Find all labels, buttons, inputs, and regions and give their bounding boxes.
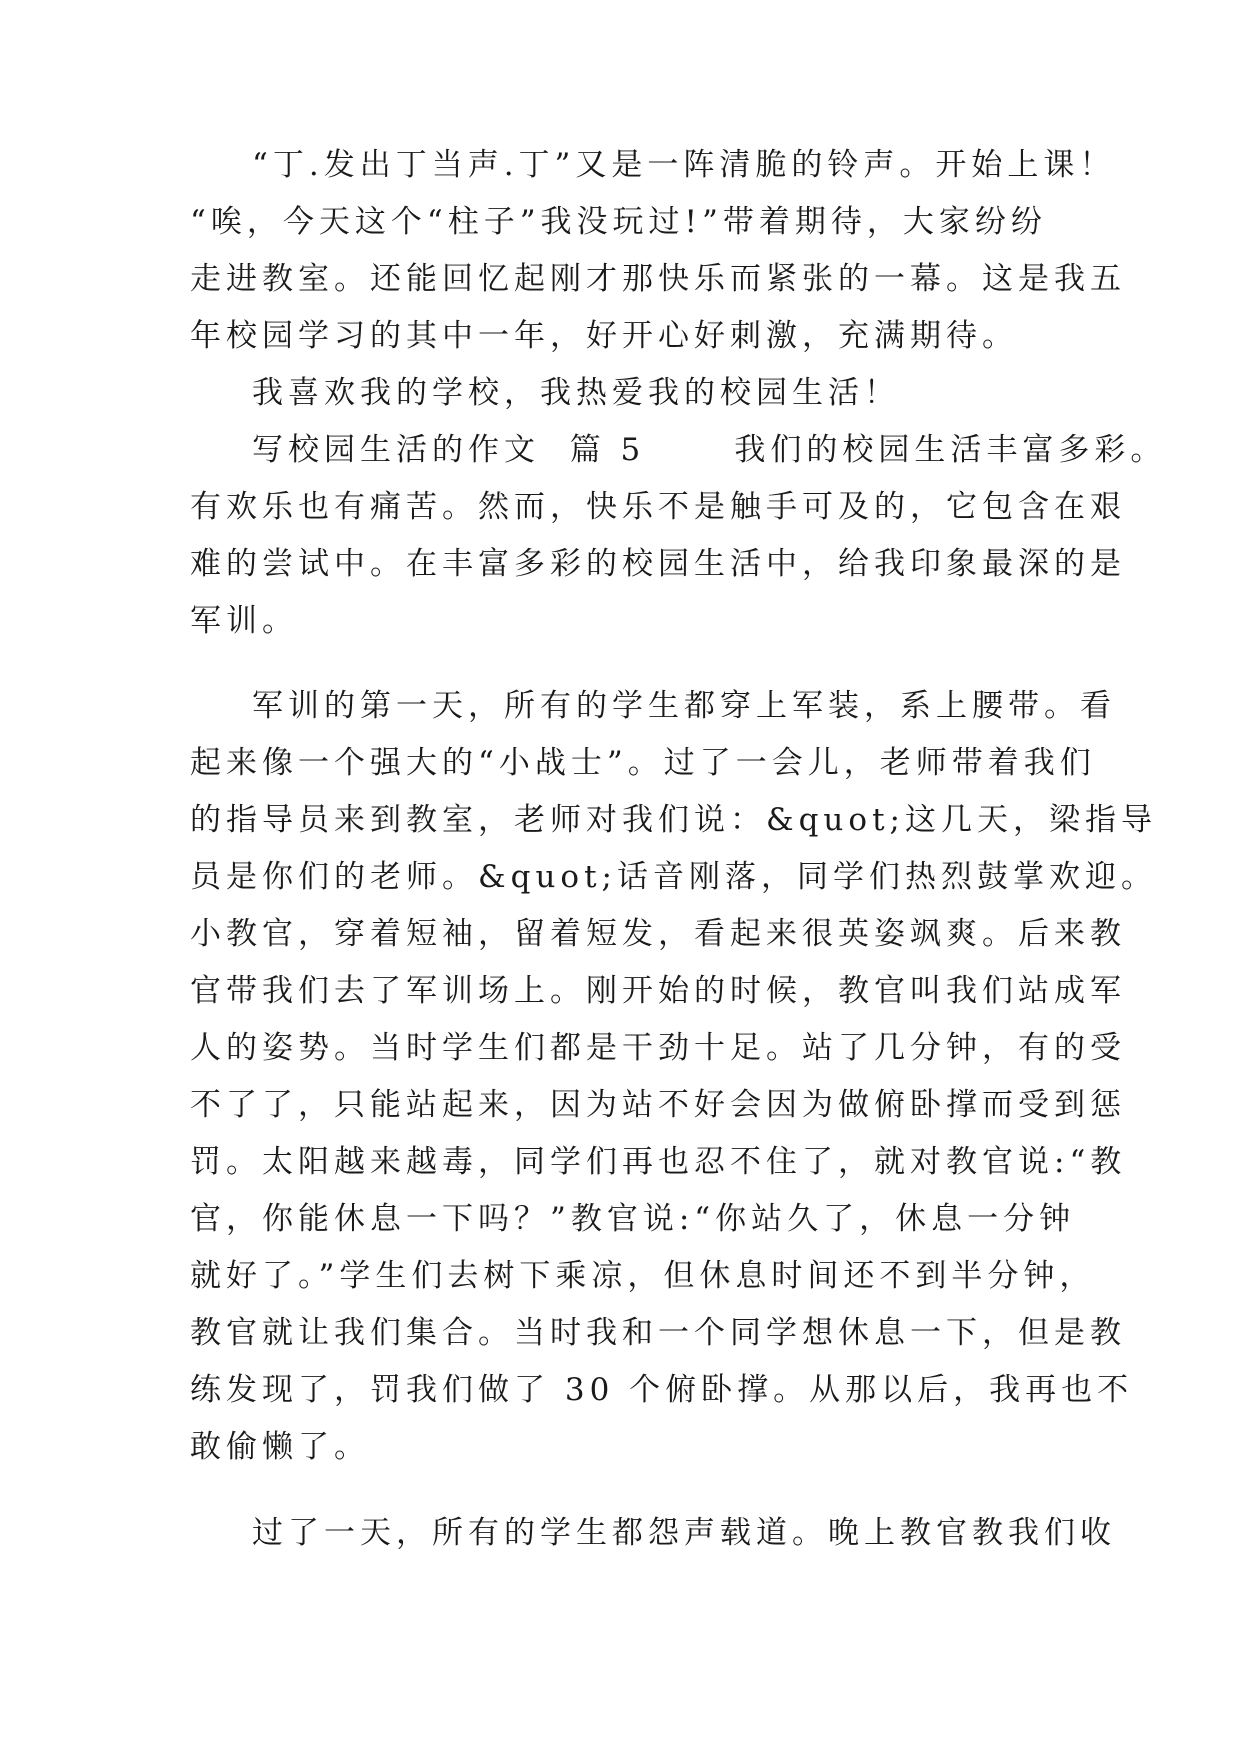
text-line: 罚。太阳越来越毒，同学们再也忍不住了，就对教官说:“教 <box>190 1144 1127 1180</box>
text-line: 难的尝试中。在丰富多彩的校园生活中，给我印象最深的是 <box>190 546 1126 582</box>
section-heading-line: 写校园生活的作文 篇 5 我们的校园生活丰富多彩。 <box>252 432 1167 468</box>
text-line: 教官就让我们集合。当时我和一个同学想休息一下，但是教 <box>190 1315 1126 1351</box>
text-line: 不了了，只能站起来，因为站不好会因为做俯卧撑而受到惩 <box>190 1087 1126 1123</box>
text-line: 起来像一个强大的“小战士”。过了一会儿，老师带着我们 <box>190 745 1096 781</box>
text-line: 有欢乐也有痛苦。然而，快乐不是触手可及的，它包含在艰 <box>190 489 1126 525</box>
text-line: “丁.发出丁当声.丁”又是一阵清脆的铃声。开始上课！ <box>252 147 1116 183</box>
text-line: “唉，今天这个“柱子”我没玩过!”带着期待，大家纷纷 <box>190 204 1047 240</box>
text-line: 过了一天，所有的学生都怨声载道。晚上教官教我们收 <box>252 1515 1116 1551</box>
text-line: 练发现了，罚我们做了 30 个俯卧撑。从那以后，我再也不 <box>190 1372 1134 1408</box>
text-line: 军训。 <box>190 603 298 639</box>
text-line: 人的姿势。当时学生们都是干劲十足。站了几分钟，有的受 <box>190 1030 1126 1066</box>
text-line: 敢偷懒了。 <box>190 1429 370 1465</box>
text-line: 的指导员来到教室，老师对我们说：&quot;这几天，梁指导 <box>190 802 1157 838</box>
text-line: 官带我们去了军训场上。刚开始的时候，教官叫我们站成军 <box>190 973 1126 1009</box>
text-line: 走进教室。还能回忆起刚才那快乐而紧张的一幕。这是我五 <box>190 261 1126 297</box>
text-line: 年校园学习的其中一年，好开心好刺激，充满期待。 <box>190 318 1018 354</box>
text-line: 员是你们的老师。&quot;话音刚落，同学们热烈鼓掌欢迎。 <box>190 859 1157 895</box>
text-line: 官，你能休息一下吗？”教官说:“你站久了，休息一分钟 <box>190 1201 1076 1237</box>
text-line: 军训的第一天，所有的学生都穿上军装，系上腰带。看 <box>252 688 1116 724</box>
text-line: 小教官，穿着短袖，留着短发，看起来很英姿飒爽。后来教 <box>190 916 1126 952</box>
text-line: 就好了。”学生们去树下乘凉，但休息时间还不到半分钟， <box>190 1258 1096 1294</box>
text-line: 我喜欢我的学校，我热爱我的校园生活！ <box>252 375 900 411</box>
